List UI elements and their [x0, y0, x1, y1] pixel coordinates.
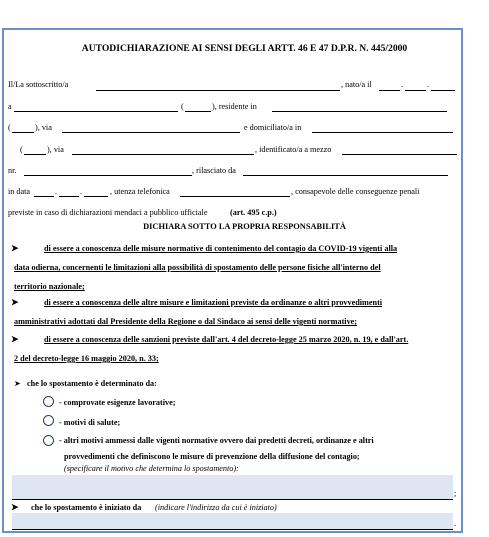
birth-day-field[interactable] [379, 90, 400, 91]
document-title: AUTODICHIARAZIONE AI SENSI DEGLI ARTT. 46 E 47 D.P.R. N. 445/2000 [81, 43, 408, 54]
nr-label: nr. [8, 166, 17, 175]
document-type-field[interactable] [342, 154, 457, 155]
domicile-province-field[interactable] [24, 154, 46, 155]
option-lavoro-label: - comprovate esigenze lavorative; [59, 398, 176, 407]
origin-label: che lo spostamento è iniziato da [31, 503, 142, 512]
paren-open: ( [181, 102, 184, 111]
issuer-field[interactable] [243, 175, 448, 176]
bullet-arrow-icon: ➤ [11, 334, 19, 344]
bullet-2-line1: di essere a conoscenza delle altre misure e limitazioni previste da ordinanze o altri provvedimenti [44, 298, 383, 307]
motivo-field[interactable] [12, 475, 453, 500]
origin-period: . [454, 519, 457, 528]
phone-field[interactable] [180, 196, 290, 197]
residence-province-field[interactable] [12, 132, 34, 133]
option-altri-line2: provvedimenti che definiscono le misure di prevenzione della diffusione del contagio; [64, 452, 360, 461]
birth-month-field[interactable] [405, 90, 426, 91]
origin-field[interactable] [12, 513, 453, 530]
issue-day-field[interactable] [34, 196, 54, 197]
via2-label: ), via [47, 145, 64, 154]
domicile-city-field[interactable] [312, 132, 453, 133]
arrow-outline-icon: ➤ [14, 379, 21, 388]
art495-label: (art. 495 c.p.) [230, 208, 277, 217]
declare-heading: DICHIARA SOTTO LA PROPRIA RESPONSABILITÀ [143, 222, 346, 231]
radio-altri[interactable] [43, 435, 54, 446]
specify-hint: (specificare il motivo che determina lo spostamento): [64, 464, 239, 473]
bullet-3-line1: di essere a conoscenza delle sanzioni previste dall'art. 4 del decreto-legge 25 marzo 2020, n. 19, e dall'art. [44, 335, 409, 344]
bullet-1-line1: di essere a conoscenza delle misure normative di contenimento del contagio da COVID-19 vigenti alla [44, 244, 398, 253]
birth-year-field[interactable] [431, 90, 455, 91]
issue-month-field[interactable] [59, 196, 79, 197]
radio-salute[interactable] [43, 415, 54, 426]
in-data-label: in data [8, 187, 31, 196]
bullet-1-line3: territorio nazionale; [14, 282, 85, 291]
mendaci-label: previste in caso di dichiarazioni mendaci a pubblico ufficiale [8, 208, 208, 217]
birthplace-field[interactable] [14, 111, 178, 112]
document-number-field[interactable] [24, 175, 192, 176]
identificato-label: , identificato/a a mezzo [255, 145, 332, 154]
telefono-label: , utenza telefonica [110, 187, 170, 196]
domicilio-label: e domiciliato/a in [244, 123, 302, 132]
bullet-1-line2: data odierna, concernenti le limitazioni alla possibilità di spostamento delle persone fisiche all'interno del [14, 263, 381, 272]
bullet-2-line2: amministrativi adottati dal Presidente della Regione o dal Sindaco ai sensi delle vigenti normative; [14, 317, 358, 326]
paren-open: ( [20, 145, 23, 154]
paren-open: ( [8, 123, 11, 132]
origin-hint: (indicare l'indirizzo da cui è iniziato) [155, 503, 277, 512]
option-salute-label: - motivi di salute; [59, 418, 121, 427]
sottoscritto-label: Il/La sottoscritto/a [8, 80, 69, 89]
option-altri-label: - altri motivi ammessi dalle vigenti normative ovvero dai predetti decreti, ordinanze e altri [59, 436, 374, 445]
spostamento-intro: che lo spostamento è determinato da: [27, 379, 157, 388]
domicile-street-field[interactable] [72, 154, 254, 155]
via-label: ), via [35, 123, 52, 132]
residente-label: ), residente in [212, 102, 257, 111]
rilasciato-label: , rilasciato da [192, 166, 236, 175]
birthplace-label: a [8, 102, 12, 111]
residence-street-field[interactable] [62, 132, 240, 133]
consapevole-label: , consapevole delle conseguenze penali [291, 187, 420, 196]
bullet-arrow-icon: ➤ [11, 297, 19, 307]
residence-city-field[interactable] [272, 111, 447, 112]
nato-label: , nato/a il [341, 80, 372, 89]
issue-year-field[interactable] [84, 196, 108, 197]
bullet-3-line2: 2 del decreto-legge 16 maggio 2020, n. 33; [14, 354, 159, 363]
bullet-arrow-icon: ➤ [11, 502, 19, 512]
semicolon: ; [454, 489, 457, 498]
bullet-arrow-icon: ➤ [11, 243, 19, 253]
name-field[interactable] [96, 90, 340, 91]
birth-province-field[interactable] [185, 111, 211, 112]
radio-lavoro[interactable] [43, 396, 54, 407]
